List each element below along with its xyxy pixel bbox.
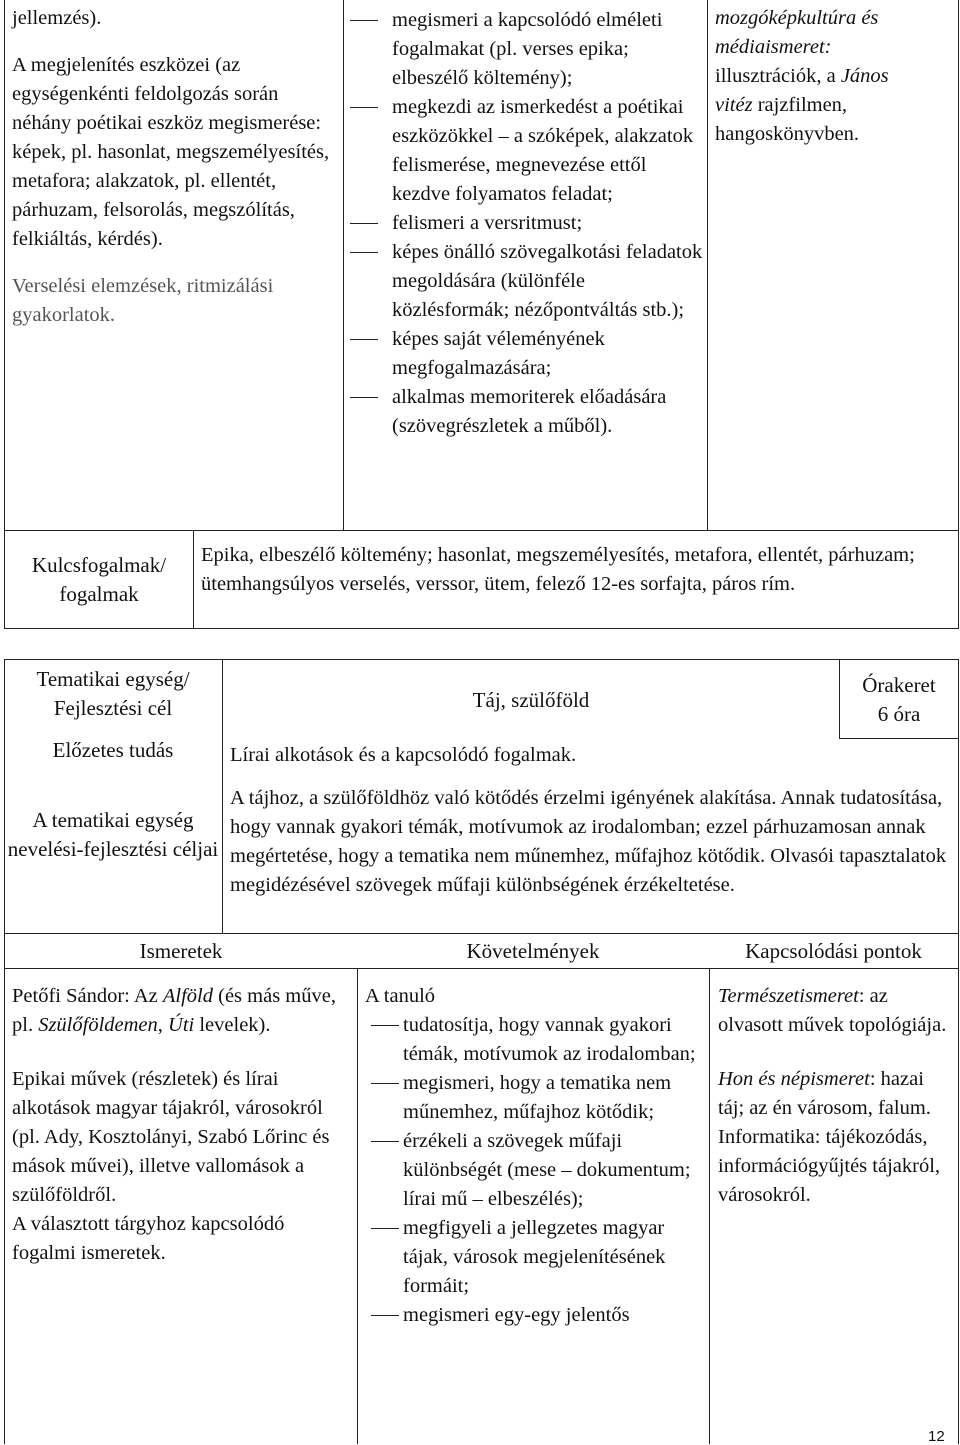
knowledge-p1: Petőfi Sándor: Az Alföld (és más műve, pl. Szülőföldemen, Úti levelek).: [12, 985, 336, 1036]
requirements-header: Követelmények: [466, 939, 600, 963]
rule: [4, 659, 5, 1444]
knowledge-p2: Epikai művek (részletek) és lírai alkotások magyar tájakról, városokról (pl. Ady, Kosztolányi, Szabó Lőrinc és mások művei), illetve vallomások a szülőföldről.: [12, 1068, 330, 1206]
media-text: rajzfilmen,: [757, 94, 848, 116]
work-title: János: [840, 65, 889, 87]
keywords-label: Kulcsfogalmak/ fogalmak: [31, 553, 167, 606]
list-item: felismeri a versritmust;: [344, 209, 704, 238]
rule: [4, 968, 959, 969]
means-text: A megjelenítés eszközei (az egységenkénti feldolgozás során néhány poétikai eszköz megismerése: képek, pl. hasonlat, megszemélyesítés, metafora; alakzatok, pl. ellentét, párhuzam, felsorolás, megszólítás, felkiáltás, kérdés).: [12, 54, 330, 250]
work-title: vitéz: [715, 94, 753, 116]
rule: [4, 530, 959, 531]
list-item: megismeri, hogy a tematika nem műnemhez, műfajhoz kötődik;: [365, 1069, 705, 1127]
prior-text: Lírai alkotások és a kapcsolódó fogalmak.: [230, 744, 577, 766]
list-item: érzékeli a szövegek műfaji különbségét (mese – dokumentum; lírai mű – elbeszélés);: [365, 1127, 705, 1214]
rule: [958, 659, 959, 1444]
list-item: képes saját véleményének megfogalmazására;: [344, 325, 704, 383]
knowledge-p3: A választott tárgyhoz kapcsolódó fogalmi ismeretek.: [12, 1213, 285, 1264]
knowledge-cell-top: [12, 4, 337, 330]
list-item: megkezdi az ismerkedést a poétikai eszközökkel – a szóképek, alakzatok felismerése, megnevezése ettől kezdve folyamatos feladat;: [344, 93, 704, 209]
media-text: hangoskönyvben.: [715, 123, 860, 145]
knowledge-header: Ismeretek: [139, 939, 223, 963]
list-item: megfigyeli a jellegzetes magyar tájak, városok megjelenítésének formáit;: [365, 1214, 705, 1301]
connection-2: Hon és népismeret: hazai táj; az én városom, falum.: [718, 1068, 931, 1119]
connections-cell: [718, 982, 954, 1210]
list-item: megismeri a kapcsolódó elméleti fogalmakat (pl. verses epika; elbeszélő költemény);: [344, 6, 704, 93]
requirements-intro: A tanuló: [365, 985, 436, 1007]
requirements-cell: [365, 982, 705, 1330]
prior-label: Előzetes tudás: [52, 738, 174, 762]
rule: [4, 628, 959, 629]
media-label: mozgóképkultúra és: [715, 7, 879, 29]
rule: [4, 659, 959, 660]
media-text: illusztrációk, a: [715, 65, 836, 87]
rule: [193, 530, 194, 629]
intro-text: jellemzés).: [12, 7, 102, 29]
media-label-2: médiaismeret:: [715, 36, 832, 58]
keywords-text: Epika, elbeszélő költemény; hasonlat, megszemélyesítés, metafora, ellentét, párhuzam; ütemhangsúlyos verselés, verssor, ütem, felező 12-es sorfajta, páros rím.: [201, 544, 915, 595]
knowledge-cell: [12, 982, 352, 1268]
connection-1: Természetismeret: az olvasott művek topológiája.: [718, 985, 947, 1036]
rule: [958, 0, 959, 629]
list-item: megismeri egy-egy jelentős: [365, 1301, 705, 1330]
rule: [709, 968, 710, 1444]
list-item: képes önálló szövegalkotási feladatok megoldására (különféle közlésformák; nézőpontváltás stb.);: [344, 238, 704, 325]
hours-value: 6 óra: [877, 702, 921, 726]
requirements-cell-top: [344, 6, 704, 441]
page-number: 12: [928, 1428, 945, 1445]
rule: [839, 738, 959, 739]
goals-label: A tematikai egység nevelési-fejlesztési céljai: [7, 808, 219, 861]
goals-text: A tájhoz, a szülőföldhöz való kötődés érzelmi igényének alakítása. Annak tudatosítása, hogy vannak gyakori témák, motívumok az irodalomban; ezzel párhuzamosan annak megértetése, hogy a tematika nem műnemhez, műfajhoz kötődik. Olvasói tapasztalatok megidézésével szövegek műfaji különbségének érzékeltetése.: [230, 787, 947, 896]
unit-title: Táj, szülőföld: [472, 688, 590, 712]
rule: [357, 968, 358, 1444]
list-item: alkalmas memoriterek előadására (szövegrészletek a műből).: [344, 383, 704, 441]
list-item: tudatosítja, hogy vannak gyakori témák, motívumok az irodalomban;: [365, 1011, 705, 1069]
hours-label: Órakeret: [862, 673, 936, 697]
connection-3: Informatika: tájékozódás, információgyűjtés tájakról, városokról.: [718, 1126, 941, 1206]
rule: [4, 0, 5, 629]
unit-label: Tematikai egység/ Fejlesztési cél: [36, 667, 190, 720]
rule: [4, 933, 959, 934]
rule: [222, 659, 223, 934]
rule: [707, 0, 708, 531]
verse-text: Verselési elemzések, ritmizálási gyakorlatok.: [12, 275, 274, 326]
connections-header: Kapcsolódási pontok: [745, 939, 922, 963]
connections-cell-top: [715, 4, 955, 149]
